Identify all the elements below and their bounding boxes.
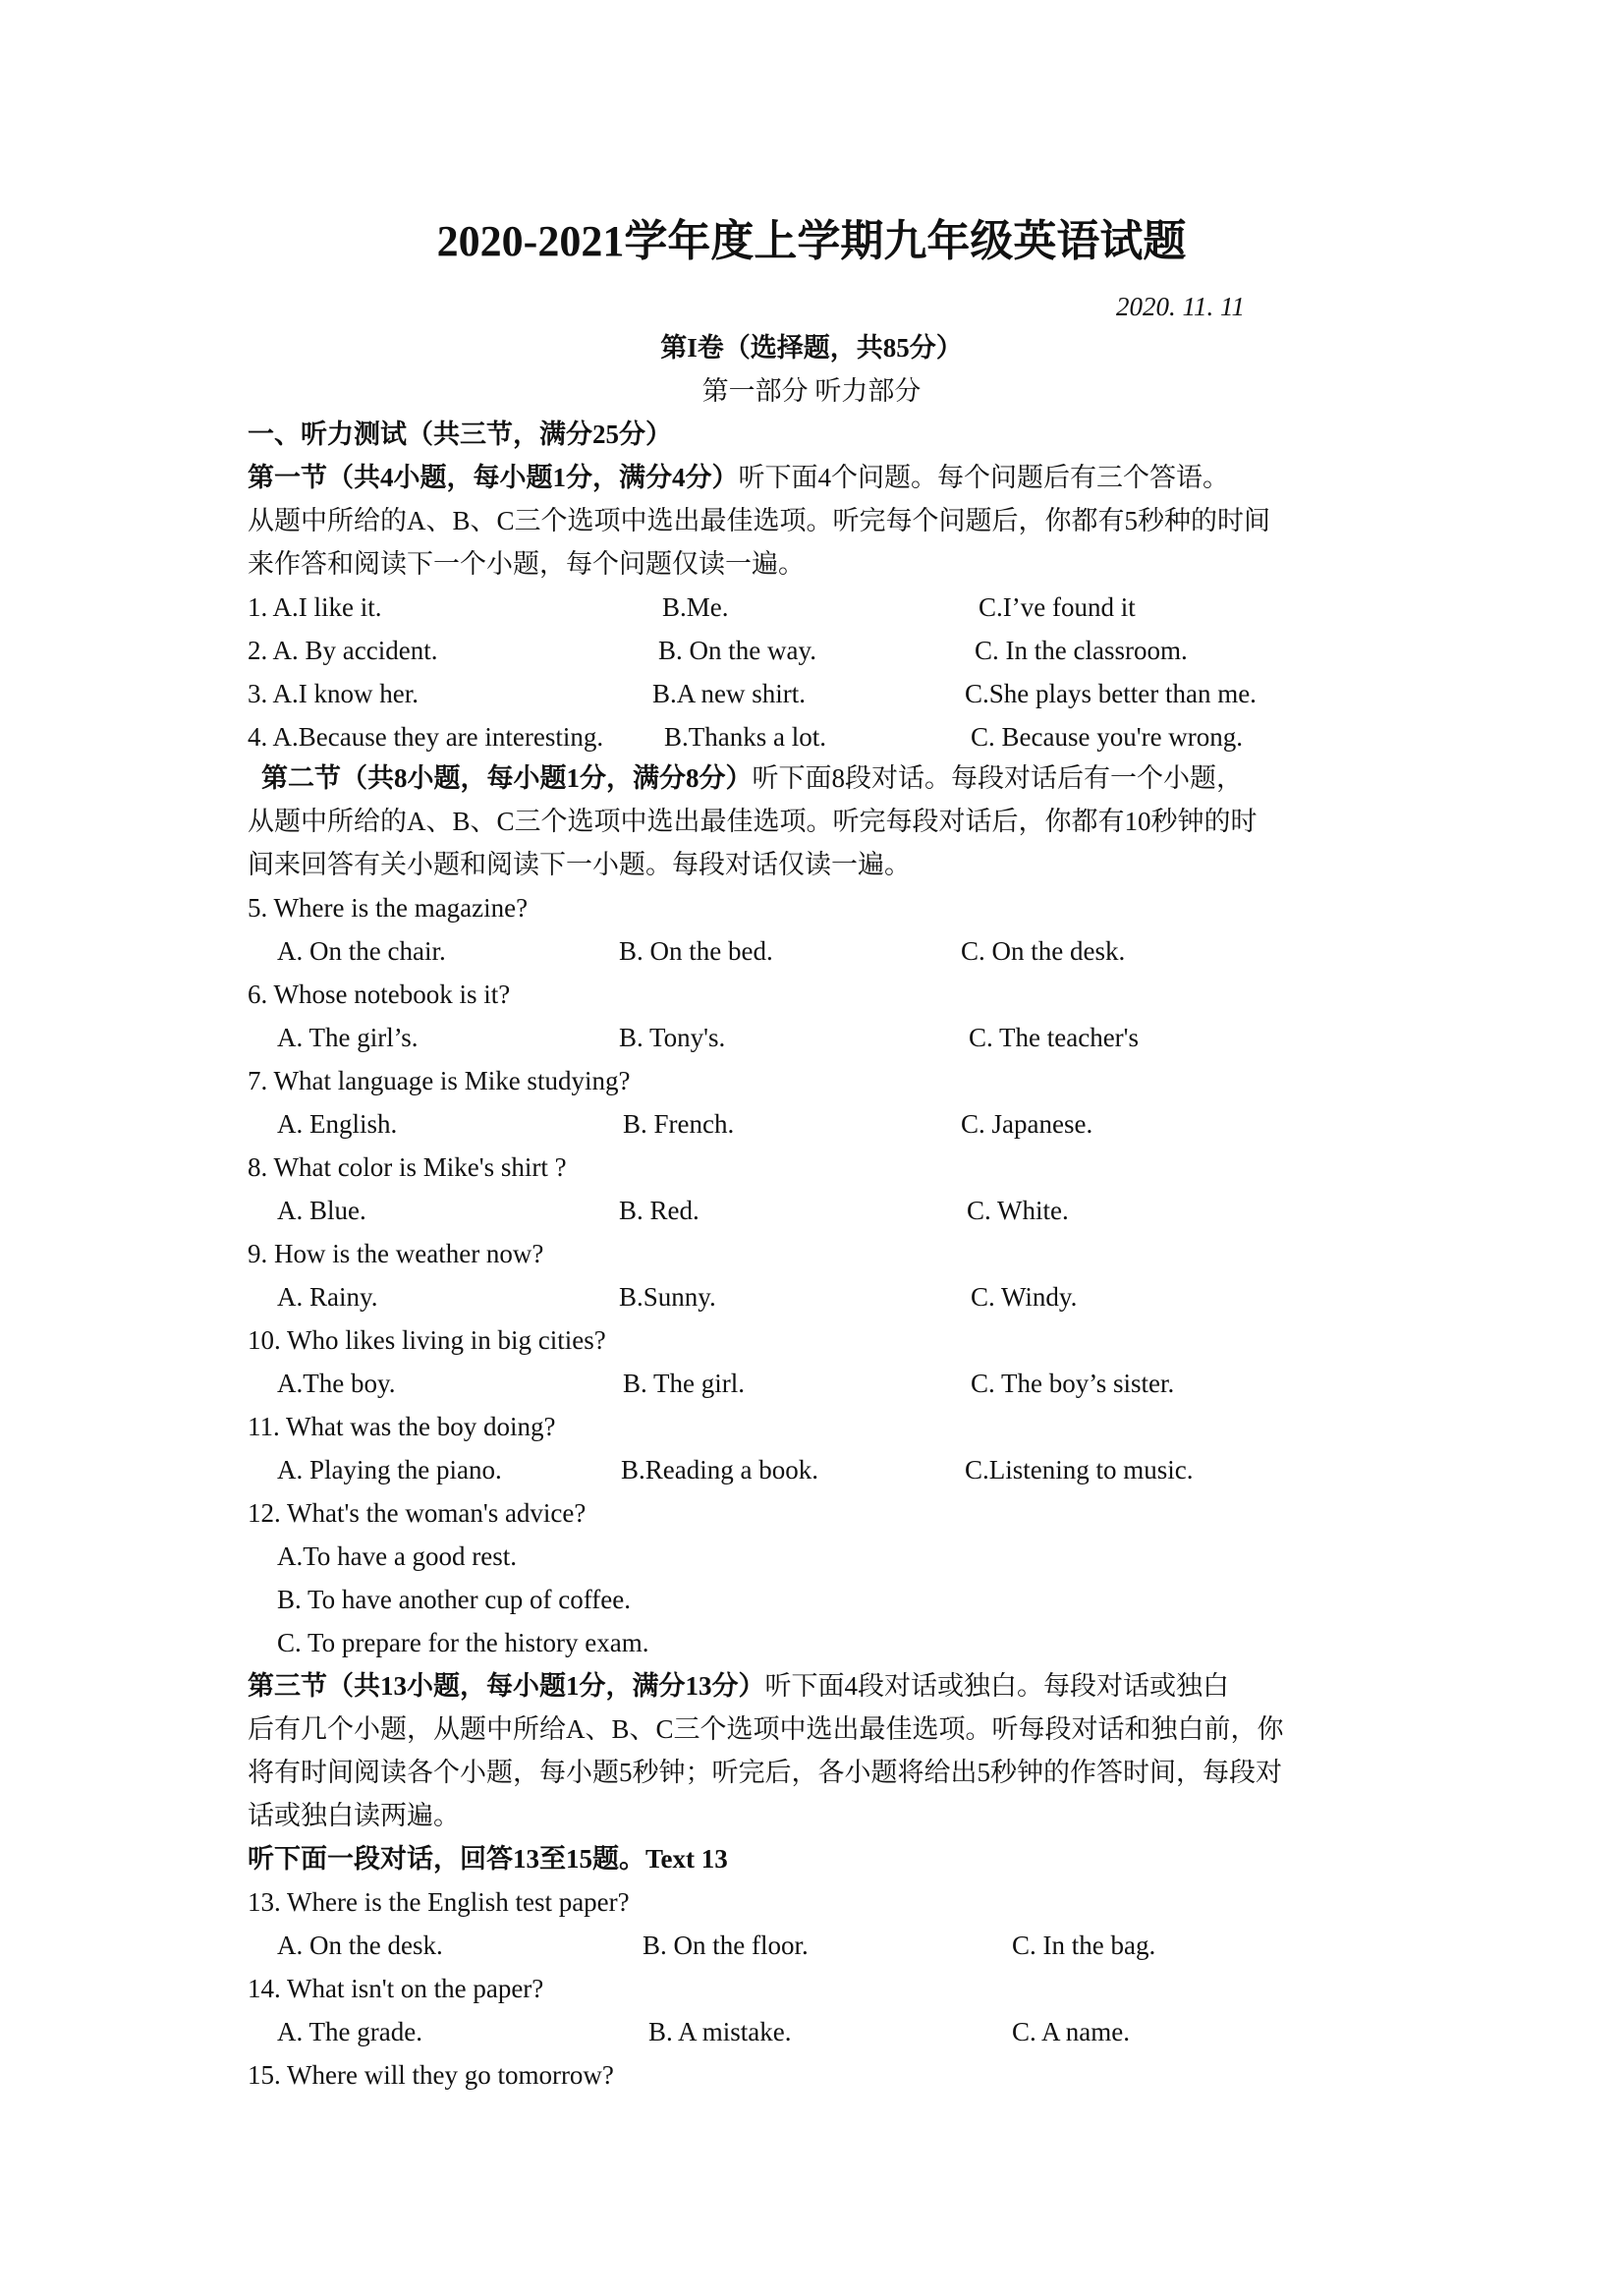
q3-option-b: B.A new shirt.	[652, 679, 807, 708]
q1-option-a: 1. A.I like it.	[248, 592, 382, 622]
s1-instruction-line3: 来作答和阅读下一个小题，每个问题仅读一遍。	[248, 549, 805, 579]
q11-option-a: A. Playing the piano.	[277, 1455, 502, 1484]
q6-option-a: A. The girl’s.	[277, 1023, 419, 1052]
q7-option-c: C. Japanese.	[961, 1109, 1093, 1139]
s3-bold: 第三节（共13小题，每小题1分，满分13分）	[248, 1671, 765, 1701]
q6-option-b: B. Tony's.	[619, 1023, 726, 1052]
s3-instruction-line4: 话或独白读两遍。	[248, 1801, 460, 1830]
volume-heading: 第I卷（选择题，共85分）	[660, 333, 963, 363]
q2-option-c: C. In the classroom.	[975, 636, 1188, 665]
q4-option-c: C. Because you're wrong.	[971, 722, 1244, 752]
q13-option-a: A. On the desk.	[277, 1931, 443, 1960]
s2-instruction-line2: 从题中所给的A、B、C三个选项中选出最佳选项。听完每段对话后，你都有10秒钟的时	[248, 807, 1258, 836]
q13-option-c: C. In the bag.	[1012, 1931, 1156, 1960]
q9-option-c: C. Windy.	[971, 1282, 1078, 1312]
section-heading: 一、听力测试（共三节，满分25分）	[248, 420, 672, 449]
q10-option-b: B. The girl.	[623, 1369, 745, 1398]
q5-stem: 5. Where is the magazine?	[248, 893, 529, 923]
q7-option-b: B. French.	[623, 1109, 735, 1139]
s3-instruction-line1	[248, 1668, 1229, 1704]
q13-option-b: B. On the floor.	[643, 1931, 809, 1960]
q6-option-c: C. The teacher's	[969, 1023, 1140, 1052]
s1-instruction-line2: 从题中所给的A、B、C三个选项中选出最佳选项。听完每个问题后，你都有5秒种的时间	[248, 506, 1271, 535]
part-heading: 第一部分 听力部分	[701, 376, 922, 406]
q14-option-c: C. A name.	[1012, 2017, 1130, 2046]
q11-stem: 11. What was the boy doing?	[248, 1412, 556, 1441]
q14-option-a: A. The grade.	[277, 2017, 422, 2046]
q12-option-c: C. To prepare for the history exam.	[277, 1628, 649, 1657]
q13-stem: 13. Where is the English test paper?	[248, 1887, 630, 1917]
q2-option-b: B. On the way.	[658, 636, 816, 665]
q5-option-b: B. On the bed.	[619, 936, 773, 966]
q8-option-a: A. Blue.	[277, 1196, 366, 1225]
s2-line1-text: 听下面8段对话。每段对话后有一个小题，	[752, 763, 1243, 793]
q1-option-c: C.I’ve found it	[979, 592, 1136, 622]
q9-stem: 9. How is the weather now?	[248, 1239, 544, 1268]
q8-option-c: C. White.	[967, 1196, 1069, 1225]
q5-option-c: C. On the desk.	[961, 936, 1126, 966]
q15-stem: 15. Where will they go tomorrow?	[248, 2060, 614, 2090]
s3-line1-text: 听下面4段对话或独白。每段对话或独白	[764, 1671, 1229, 1701]
s3-instruction-line2: 后有几个小题，从题中所给A、B、C三个选项中选出最佳选项。听每段对话和独白前，你	[248, 1714, 1284, 1744]
s2-instruction-line3: 间来回答有关小题和阅读下一小题。每段对话仅读一遍。	[248, 850, 911, 879]
q1-option-b: B.Me.	[662, 592, 729, 622]
s3-instruction-line3: 将有时间阅读各个小题，每小题5秒钟；听完后，各小题将给出5秒钟的作答时间，每段对	[248, 1758, 1282, 1787]
s2-bold: 第二节（共8小题，每小题1分，满分8分）	[261, 763, 753, 793]
q10-option-c: C. The boy’s sister.	[971, 1369, 1175, 1398]
q11-option-b: B.Reading a book.	[621, 1455, 818, 1484]
q12-option-a: A.To have a good rest.	[277, 1541, 518, 1571]
s1-bold: 第一节（共4小题，每小题1分，满分4分）	[248, 463, 739, 492]
q4-option-b: B.Thanks a lot.	[664, 722, 826, 752]
text13-heading: 听下面一段对话，回答13至15题。Text 13	[248, 1844, 728, 1874]
q14-option-b: B. A mistake.	[648, 2017, 792, 2046]
q8-stem: 8. What color is Mike's shirt ?	[248, 1152, 567, 1182]
q7-option-a: A. English.	[277, 1109, 398, 1139]
q12-option-b: B. To have another cup of coffee.	[277, 1585, 631, 1614]
q9-option-b: B.Sunny.	[619, 1282, 716, 1312]
q3-option-c: C.She plays better than me.	[965, 679, 1257, 708]
q2-option-a: 2. A. By accident.	[248, 636, 438, 665]
q3-option-a: 3. A.I know her.	[248, 679, 419, 708]
q11-option-c: C.Listening to music.	[965, 1455, 1194, 1484]
s1-instruction-line1	[248, 460, 1229, 495]
q10-option-a: A.The boy.	[277, 1369, 396, 1398]
q5-option-a: A. On the chair.	[277, 936, 446, 966]
s2-instruction-line1	[261, 760, 1243, 796]
q7-stem: 7. What language is Mike studying?	[248, 1066, 631, 1095]
q9-option-a: A. Rainy.	[277, 1282, 378, 1312]
q14-stem: 14. What isn't on the paper?	[248, 1974, 544, 2003]
s1-line1-text: 听下面4个问题。每个问题后有三个答语。	[738, 463, 1229, 492]
q4-option-a: 4. A.Because they are interesting.	[248, 722, 604, 752]
exam-title: 2020-2021学年度上学期九年级英语试题	[436, 217, 1187, 265]
q8-option-b: B. Red.	[619, 1196, 700, 1225]
q10-stem: 10. Who likes living in big cities?	[248, 1325, 606, 1355]
q6-stem: 6. Whose notebook is it?	[248, 980, 511, 1009]
q12-stem: 12. What's the woman's advice?	[248, 1498, 587, 1528]
exam-date: 2020. 11. 11	[1116, 292, 1245, 321]
